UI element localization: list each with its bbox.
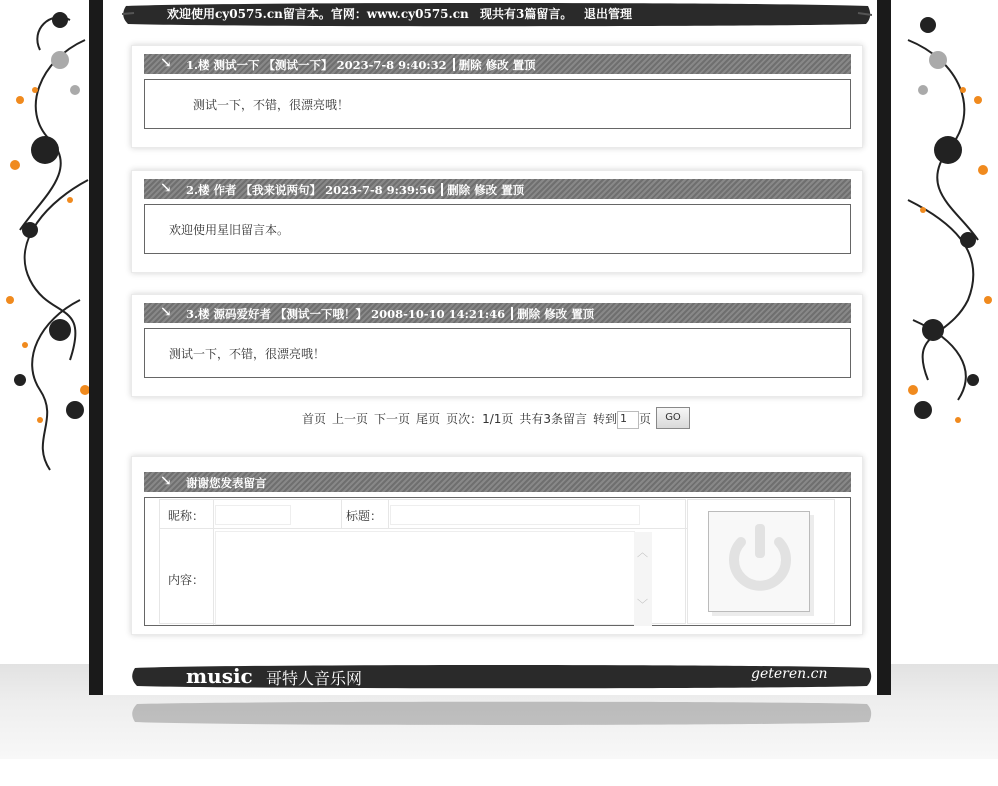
edit-link[interactable]: 修改 — [544, 307, 568, 321]
separator — [453, 58, 455, 71]
message-author: 作者 — [213, 183, 237, 197]
site-name-logo: 哥特人音乐网 — [266, 669, 363, 688]
prev-page-link[interactable]: 上一页 — [332, 412, 369, 426]
message-content: 欢迎使用星旧留言本。 — [169, 223, 290, 237]
page-unit: 页 — [639, 412, 652, 426]
message-floor: 2.楼 — [186, 183, 210, 197]
goto-label: 转到 — [593, 412, 618, 426]
page-info: 页次：1/1页 — [446, 412, 514, 426]
welcome-text: 欢迎使用cy0575.cn留言本。官网：www.cy0575.cn — [167, 7, 469, 21]
next-page-link[interactable]: 下一页 — [374, 412, 411, 426]
message-floor: 1.楼 — [186, 58, 210, 72]
total-count: 共有3条留言 — [519, 412, 588, 426]
message-content: 测试一下，不错，很漂亮哦！ — [193, 98, 350, 112]
delete-link[interactable]: 删除 — [447, 183, 471, 197]
floor-white — [0, 759, 998, 786]
message-time: 2023-7-8 9:40:32 — [336, 58, 447, 72]
message-panel-3 — [131, 294, 863, 397]
message-author: 源码爱好者 — [213, 307, 272, 321]
title-label: 标题： — [346, 509, 383, 523]
message-header-3 — [144, 303, 851, 323]
last-page-link[interactable]: 尾页 — [416, 412, 441, 426]
message-panel-1 — [131, 45, 863, 148]
footer-reflection — [131, 700, 873, 728]
arrow-down-right-icon: ↘ — [160, 55, 172, 71]
content-label: 内容： — [168, 573, 205, 587]
message-title: 【我来说两句】 — [240, 183, 322, 197]
message-title: 【测试一下】 — [263, 58, 333, 72]
message-title: 【测试一下哦！】 — [275, 307, 368, 321]
submit-area — [687, 499, 835, 624]
logout-link[interactable]: 退出管理 — [584, 7, 633, 21]
pin-link[interactable]: 置顶 — [501, 183, 525, 197]
right-black-bar — [877, 0, 891, 695]
music-logo-text: music — [186, 664, 253, 688]
pin-link[interactable]: 置顶 — [571, 307, 595, 321]
edit-link[interactable]: 修改 — [485, 58, 509, 72]
footer-bar — [131, 662, 873, 690]
form-heading: 谢谢您发表留言 — [186, 476, 267, 490]
chevron-down-icon[interactable]: ﹀ — [637, 598, 648, 611]
pin-link[interactable]: 置顶 — [512, 58, 536, 72]
arrow-down-right-icon: ↘ — [160, 180, 172, 196]
message-time: 2023-7-8 9:39:56 — [325, 183, 436, 197]
nickname-input[interactable] — [215, 505, 291, 525]
right-floral-decoration — [888, 0, 998, 695]
arrow-down-right-icon: ↘ — [160, 304, 172, 320]
delete-link[interactable]: 删除 — [517, 307, 541, 321]
message-panel-2 — [131, 170, 863, 273]
top-header-bar — [122, 0, 872, 28]
message-count-text: 现共有3篇留言。 — [480, 7, 573, 21]
reflection-stroke — [131, 700, 873, 728]
message-body-2 — [144, 204, 851, 254]
message-time: 2008-10-10 14:21:46 — [371, 307, 506, 321]
domain-logo: geteren.cn — [751, 666, 828, 682]
form-fields-area — [159, 499, 686, 624]
arrow-down-right-icon: ↘ — [160, 473, 172, 489]
goto-page-input[interactable]: 1 — [617, 411, 639, 429]
delete-link[interactable]: 删除 — [458, 58, 482, 72]
submit-button[interactable] — [708, 511, 810, 612]
first-page-link[interactable]: 首页 — [302, 412, 327, 426]
message-header-1 — [144, 54, 851, 74]
message-content: 测试一下，不错，很漂亮哦！ — [169, 347, 326, 361]
separator — [441, 183, 443, 196]
form-header — [144, 472, 851, 492]
comment-form-panel — [131, 456, 863, 635]
message-body-1 — [144, 79, 851, 129]
go-button[interactable]: GO — [656, 407, 690, 429]
nickname-label: 昵称： — [168, 509, 205, 523]
chevron-up-icon[interactable]: ︿ — [637, 546, 648, 559]
form-frame — [144, 497, 851, 626]
textarea-scrollbar[interactable] — [634, 532, 652, 626]
col-divider — [213, 500, 214, 625]
row-divider — [160, 528, 687, 529]
content-textarea[interactable] — [215, 531, 635, 625]
col-divider — [388, 500, 389, 528]
edit-link[interactable]: 修改 — [474, 183, 498, 197]
message-header-2 — [144, 179, 851, 199]
message-body-3 — [144, 328, 851, 378]
title-input[interactable] — [390, 505, 640, 525]
separator — [511, 307, 513, 320]
col-divider — [341, 500, 342, 528]
left-black-bar — [89, 0, 103, 695]
power-icon — [709, 512, 811, 613]
message-author: 测试一下 — [213, 58, 260, 72]
message-floor: 3.楼 — [186, 307, 210, 321]
pagination — [302, 410, 681, 429]
